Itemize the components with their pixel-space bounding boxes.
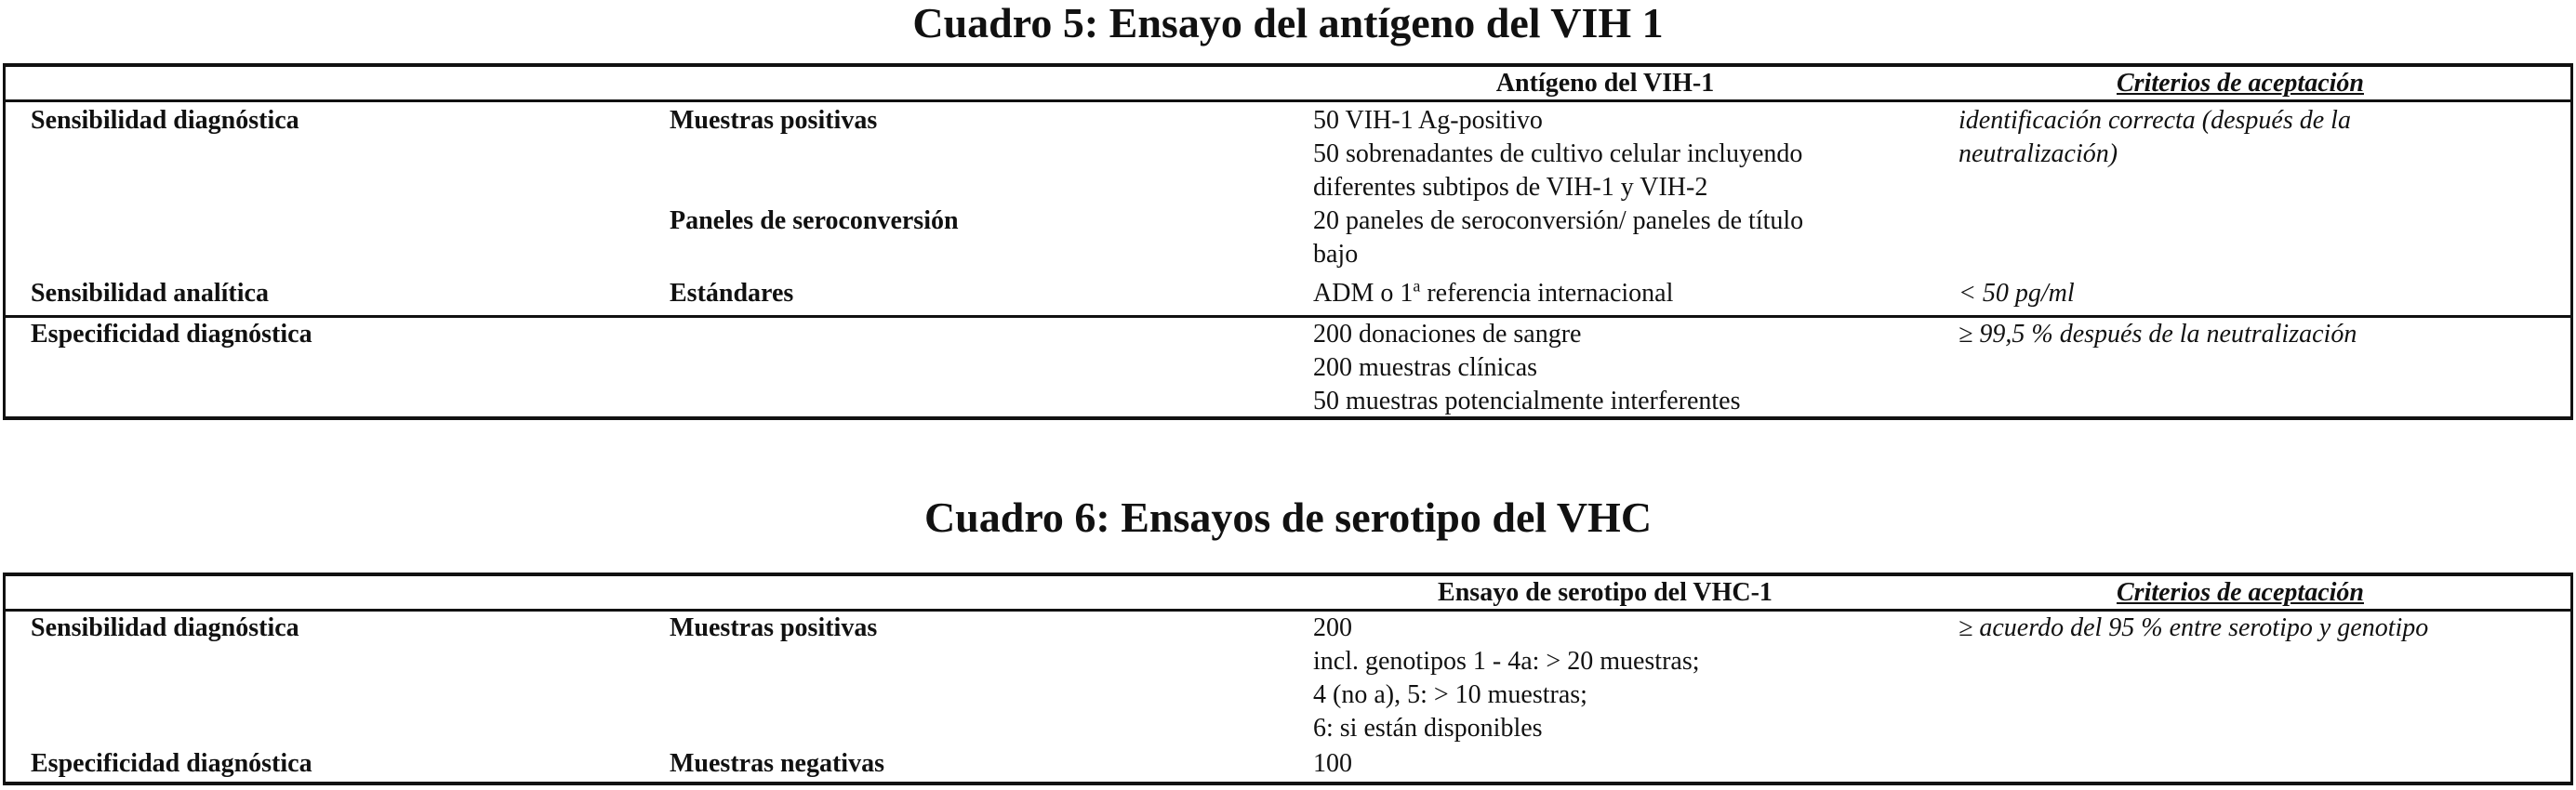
t6-espec-diag-label: Especificidad diagnóstica	[31, 749, 312, 778]
t6-positive-value-1: 200	[1313, 613, 1352, 642]
table5	[3, 63, 2573, 420]
table5-specificity-section	[6, 318, 2570, 417]
t5-sens-anal-label: Sensibilidad analítica	[31, 279, 269, 308]
table6-header-row	[6, 576, 2570, 612]
t6-positive-samples-label: Muestras positivas	[670, 613, 878, 642]
t5-specificity-values	[1313, 318, 1740, 418]
t5-specificity-value-1: 200 donaciones de sangre	[1313, 320, 1582, 349]
t6-negative-samples-label: Muestras negativas	[670, 749, 884, 778]
t5-specificity-value-3: 50 muestras potencialmente interferentes	[1313, 387, 1741, 415]
t5-seroconversion-label: Paneles de seroconversión	[670, 206, 959, 235]
t5-standards-value-post: referencia internacional	[1420, 279, 1674, 308]
table6-body	[6, 612, 2570, 783]
t5-positive-samples-values	[1313, 104, 1802, 204]
t5-positive-criteria	[1959, 104, 2351, 171]
t5-standards-value	[1313, 277, 1673, 310]
table6-title: Cuadro 6: Ensayos de serotipo del VHC	[923, 494, 1653, 541]
t5-espec-diag-label: Especificidad diagnóstica	[31, 320, 312, 349]
table5-title: Cuadro 5: Ensayo del antígeno del VIH 1	[912, 0, 1664, 46]
t6-negative-samples-value: 100	[1313, 749, 1352, 778]
t5-seroconversion-values	[1313, 204, 1803, 271]
table6	[3, 573, 2573, 785]
t5-standards-value-pre: ADM o 1	[1313, 279, 1414, 308]
table5-header-col3: Antígeno del VIH-1	[1495, 69, 1715, 98]
t5-seroconversion-value-1: 20 paneles de seroconversión/ paneles de título	[1313, 206, 1804, 235]
table5-header-col4: Criterios de aceptación	[2117, 69, 2364, 98]
t6-sens-diag-label: Sensibilidad diagnóstica	[31, 613, 299, 642]
t5-standards-label: Estándares	[670, 279, 794, 308]
table6-header-col4: Criterios de aceptación	[2117, 578, 2364, 607]
table5-header-row	[6, 67, 2570, 102]
t5-specificity-criteria: ≥ 99,5 % después de la neutralización	[1959, 320, 2357, 349]
t6-positive-value-3: 4 (no a), 5: > 10 muestras;	[1313, 680, 1587, 709]
t6-positive-value-4: 6: si están disponibles	[1313, 714, 1543, 743]
t5-positive-value-2: 50 sobrenadantes de cultivo celular incluyendo	[1313, 139, 1803, 168]
t5-sens-diag-label: Sensibilidad diagnóstica	[31, 106, 299, 135]
t5-seroconversion-value-2: bajo	[1313, 240, 1359, 269]
t5-standards-criteria: < 50 pg/ml	[1959, 279, 2075, 308]
t6-positive-samples-values	[1313, 612, 1700, 745]
table6-header-col3: Ensayo de serotipo del VHC-1	[1438, 578, 1773, 607]
t5-positive-criteria-1: identificación correcta (después de la	[1959, 106, 2351, 135]
t5-positive-criteria-2: neutralización)	[1959, 139, 2118, 168]
t5-standards-value-sup: a	[1413, 276, 1421, 296]
table5-sensitivity-section	[6, 102, 2570, 318]
t5-positive-samples-label: Muestras positivas	[670, 106, 878, 135]
t5-positive-value-3: diferentes subtipos de VIH-1 y VIH-2	[1313, 173, 1708, 202]
t6-positive-criteria: ≥ acuerdo del 95 % entre serotipo y genotipo	[1959, 613, 2429, 642]
t6-positive-value-2: incl. genotipos 1 - 4a: > 20 muestras;	[1313, 647, 1700, 676]
t5-positive-value-1: 50 VIH-1 Ag-positivo	[1313, 106, 1543, 135]
t5-specificity-value-2: 200 muestras clínicas	[1313, 353, 1538, 382]
